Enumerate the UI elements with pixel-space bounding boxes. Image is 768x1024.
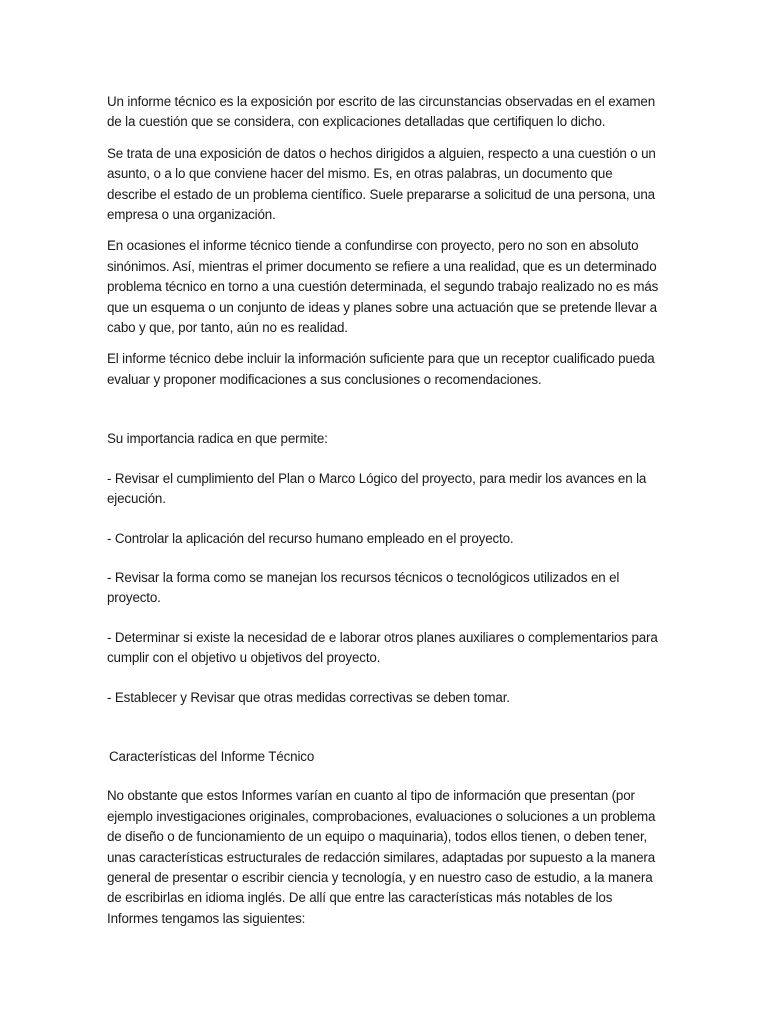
list-item: - Establecer y Revisar que otras medidas correctivas se deben tomar. bbox=[107, 689, 510, 705]
list-item: - Controlar la aplicación del recurso humano empleado en el proyecto. bbox=[107, 530, 514, 546]
section-heading-characteristics: Características del Informe Técnico bbox=[109, 748, 315, 764]
importance-list bbox=[107, 469, 663, 708]
paragraph-comparison: En ocasiones el informe técnico tiende a confundirse con proyecto, pero no son en absoluto sinónimos. Así, mientras el primer documento se refiere a una realidad, que es un determinado problema técnico en torno a una cuestión determinada, el segundo trabajo realizado no es más que un esquema o un conjunto de ideas y planes sobre una actuación que se pretende llevar a cabo y que, por tanto, aún no es realidad. bbox=[107, 238, 659, 336]
list-item: - Revisar la forma como se manejan los recursos técnicos o tecnológicos utilizados en el proyecto. bbox=[107, 569, 620, 606]
list-item: - Revisar el cumplimiento del Plan o Marco Lógico del proyecto, para medir los avances en la ejecución. bbox=[107, 470, 647, 507]
list-item: - Determinar si existe la necesidad de e laborar otros planes auxiliares o complementarios para cumplir con el objetivo u objetivos del proyecto. bbox=[107, 629, 658, 666]
document-body bbox=[107, 92, 663, 929]
paragraph-definition: Un informe técnico es la exposición por escrito de las circunstancias observadas en el examen de la cuestión que se considera, con explicaciones detalladas que certifiquen lo dicho. bbox=[107, 94, 655, 130]
importance-heading: Su importancia radica en que permite: bbox=[107, 431, 328, 447]
paragraph-description: Se trata de una exposición de datos o hechos dirigidos a alguien, respecto a una cuestión o un asunto, o a lo que conviene hacer del mismo. Es, en otras palabras, un documento que describe el estado de un problema científico. Suele prepararse a solicitud de una persona, una empresa o una organización. bbox=[107, 145, 656, 223]
paragraph-characteristics: No obstante que estos Informes varían en cuanto al tipo de información que presentan (por ejemplo investigaciones originales, comprobaciones, evaluaciones o soluciones a un problema de diseño o de funcionamiento de un equipo o maquinaria), todos ellos tienen, o deben tener, unas características estructurales de redacción similares, adaptadas por supuesto a la manera general de presentar o escribir ciencia y tecnología, y en nuestro caso de estudio, a la manera de escribirlas en idioma inglés. De allí que entre las características más notables de los Informes tengamos las siguientes: bbox=[107, 788, 656, 926]
paragraph-requirements: El informe técnico debe incluir la información suficiente para que un receptor cualificado pueda evaluar y proponer modificaciones a sus conclusiones o recomendaciones. bbox=[107, 351, 655, 387]
